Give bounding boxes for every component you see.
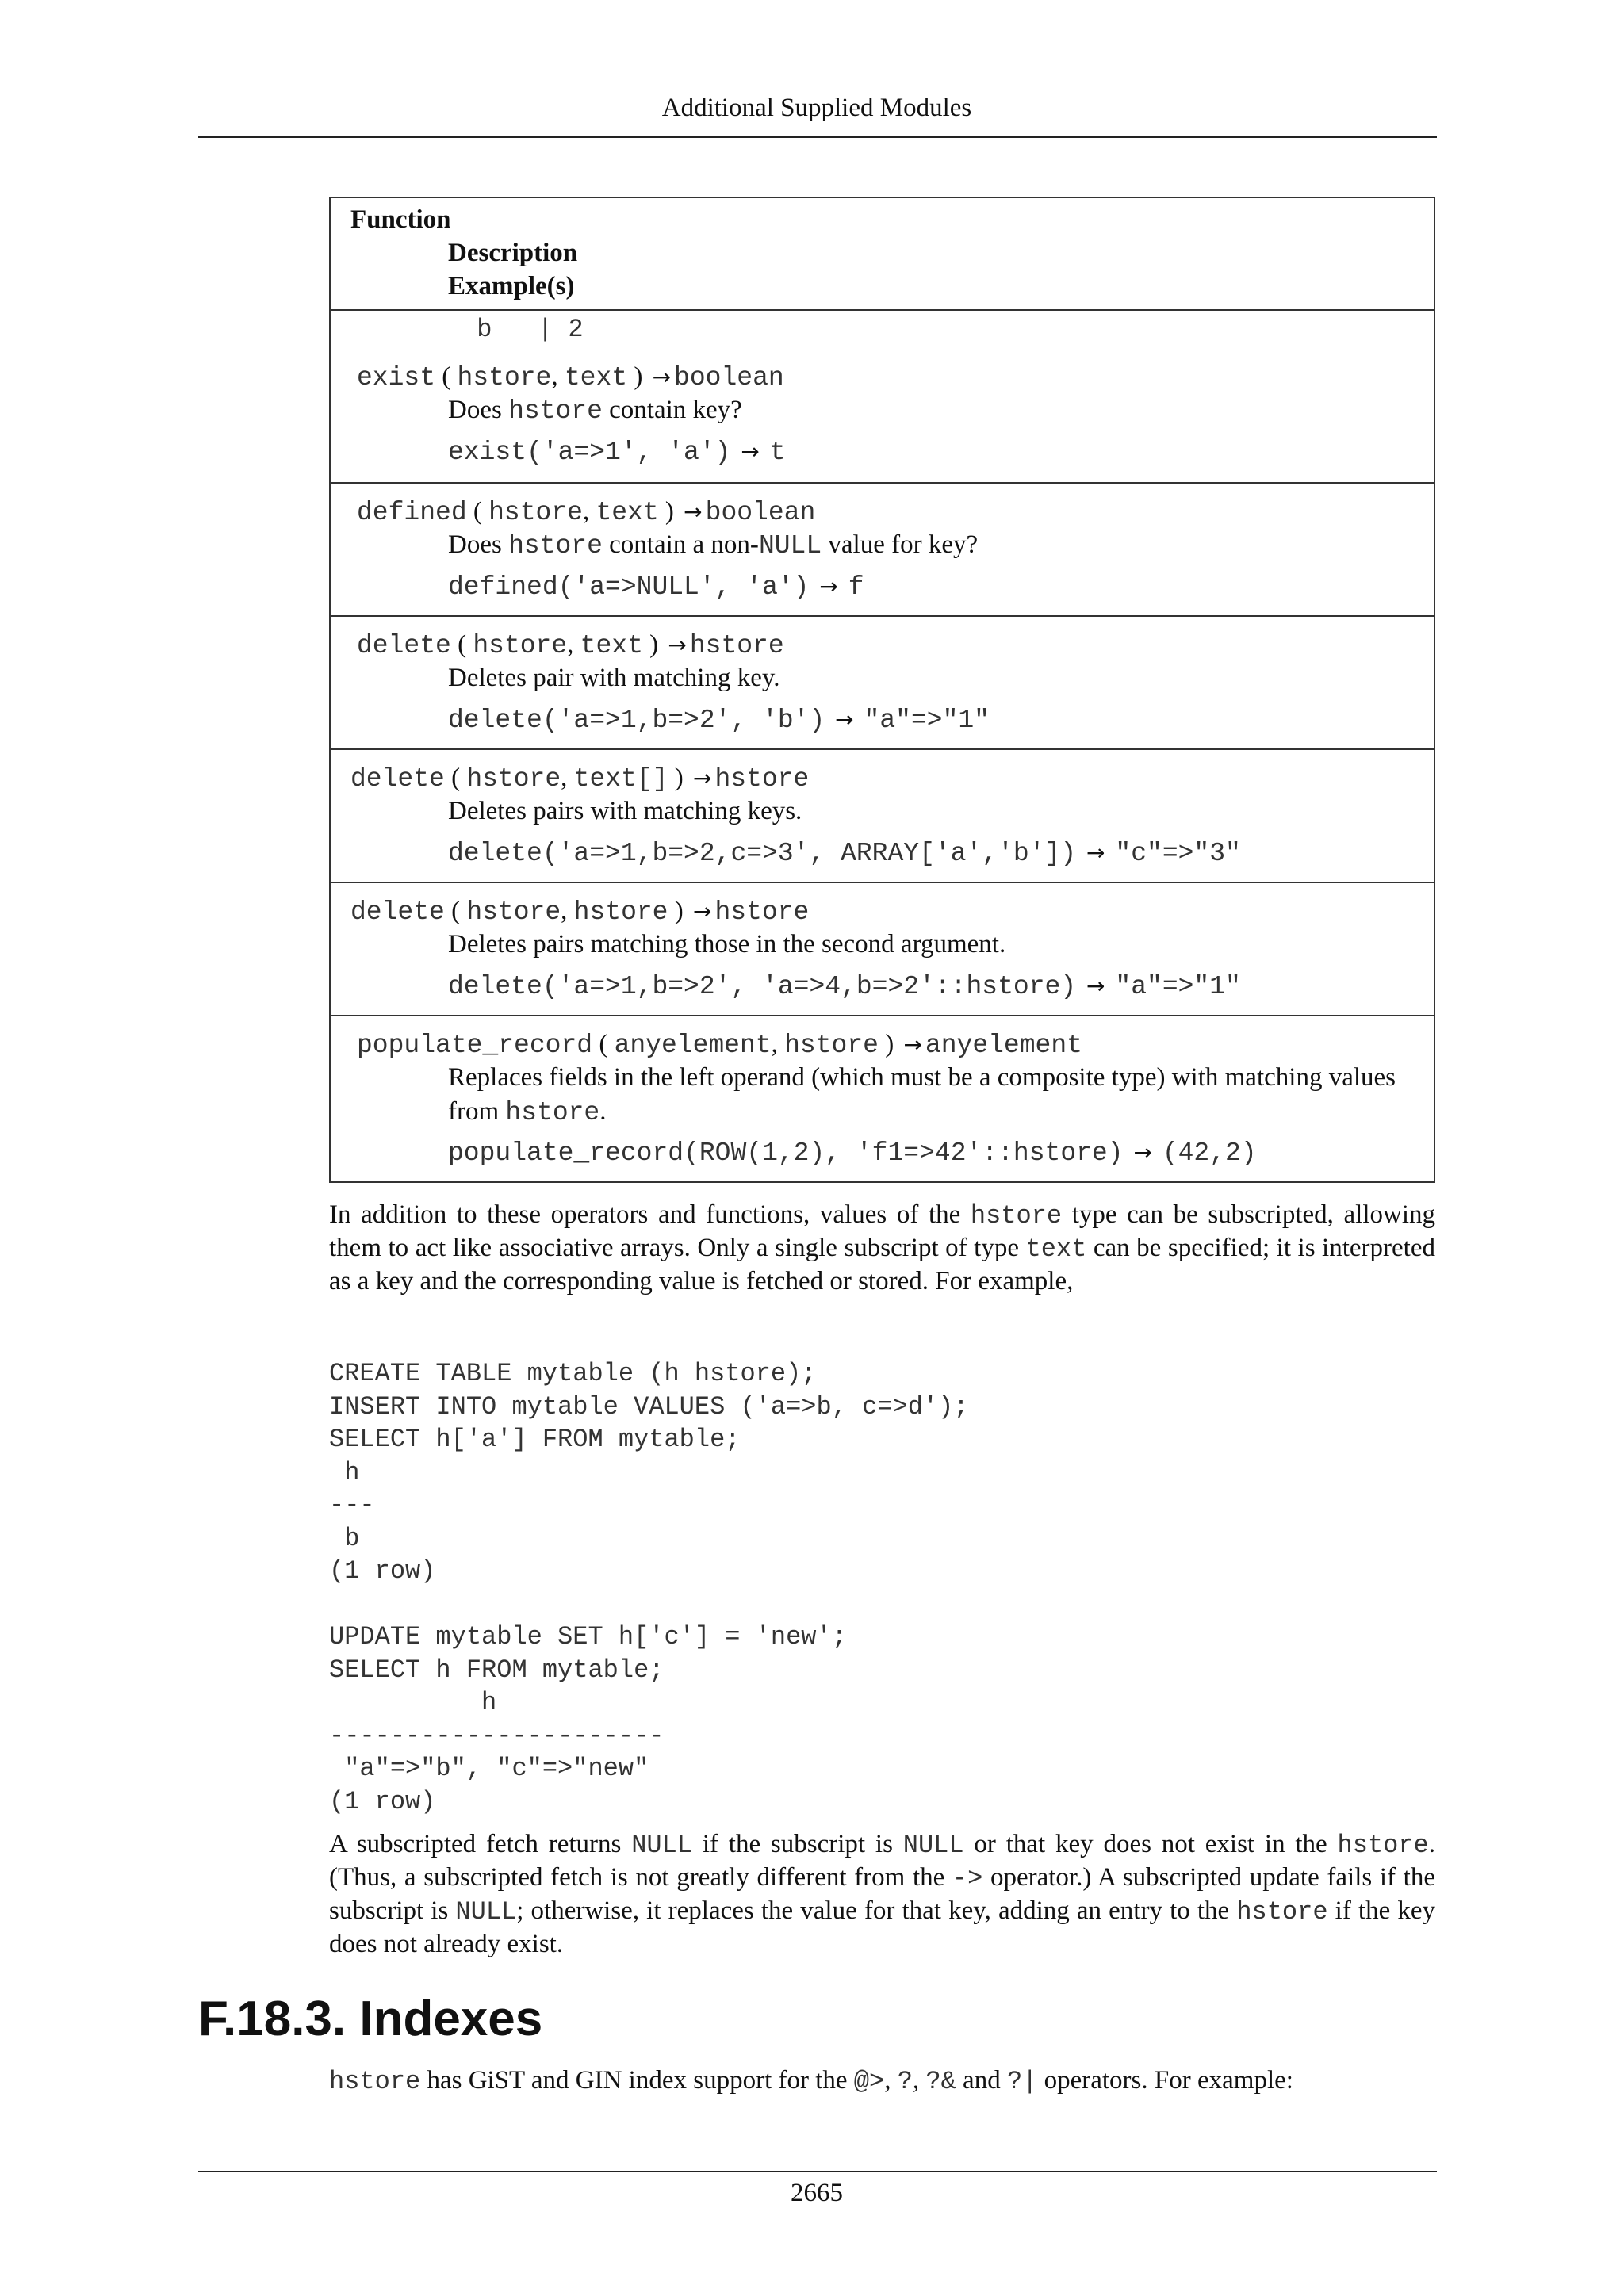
description-text: Does [448,530,509,559]
arrow-icon: → [692,898,712,924]
function-description [448,393,1408,428]
return-type: hstore [714,897,810,927]
para2-text: if the key does not already exist. [329,1896,1436,1958]
example-result: (42,2) [1162,1138,1257,1168]
para3-code: @> [853,2067,885,2096]
para3-code: ?| [1006,2067,1038,2096]
paren-open: ( [466,497,489,526]
table-continuation-row [331,309,1434,349]
arg-type: text [596,498,659,527]
para2-code: NULL [631,1831,692,1860]
function-example [448,569,864,604]
function-description [448,928,1408,962]
function-example [448,434,786,469]
arrow-icon: → [828,706,861,733]
function-description [448,528,1408,563]
description-text: Deletes pairs with matching keys. [448,797,802,825]
arrow-icon: → [652,364,672,390]
return-type: boolean [705,498,816,527]
paren-close: ) [627,362,649,391]
return-type: hstore [714,764,810,794]
arg-type: hstore [784,1031,879,1060]
paragraph-subscript-fetch [329,1828,1435,1961]
arrow-icon: → [1079,973,1113,999]
example-result: t [769,438,786,467]
paren-open: ( [444,763,467,792]
table-row [331,882,1434,1015]
para2-code: NULL [455,1897,517,1927]
paren-close: ) [878,1030,901,1058]
running-header: Additional Supplied Modules [661,94,972,122]
arg-separator: , [561,897,574,925]
arg-type: hstore [466,897,561,927]
arrow-icon: → [1126,1139,1159,1165]
arg-type: anyelement [614,1031,772,1060]
arg-type: text[] [573,764,668,794]
para3-text: has GiST and GIN index support for the [420,2066,854,2095]
para2-text: . (Thus, a subscripted fetch is not greatly different from the [329,1830,1435,1892]
para2-text: ; otherwise, it replaces the value for that key, adding an entry to the [516,1896,1237,1925]
arrow-icon: → [812,573,845,599]
paragraph-subscripting [329,1199,1435,1298]
description-code: hstore [508,396,603,426]
header-function: Function [350,205,451,234]
example-call: defined('a=>NULL', 'a') [448,572,810,602]
paren-close: ) [668,763,690,792]
function-signature [357,1027,1082,1062]
para1-code: text [1025,1234,1087,1264]
para3-text: , [912,2066,926,2095]
arg-separator: , [771,1030,785,1058]
arg-type: hstore [457,363,552,392]
function-name: delete [350,897,445,927]
para2-text: operator.) A subscripted update fails if the subscript is [329,1863,1435,1925]
function-signature [357,495,815,530]
para3-code: hstore [329,2067,421,2096]
function-signature [350,761,809,796]
para3-code: ?& [925,2067,956,2096]
function-name: populate_record [357,1031,593,1060]
arg-type: text [580,631,643,660]
description-text: value for key? [822,530,979,559]
paragraph-indexes [329,2064,1435,2098]
para1-text: type can be subscripted, allowing them to act like associative arrays. Only a single subscript of type [329,1200,1435,1262]
example-result: f [848,572,864,602]
table-row [331,748,1434,882]
page-number: 2665 [791,2179,843,2207]
function-example [448,1135,1257,1170]
description-code: NULL [758,531,822,561]
header-examples: Example(s) [448,272,575,300]
function-signature [357,360,784,395]
return-type: hstore [689,631,784,660]
arg-separator: , [567,630,580,659]
para1-code: hstore [970,1201,1063,1230]
para2-code: NULL [902,1831,964,1860]
para3-text: , [884,2066,898,2095]
header-rule [198,136,1437,138]
arg-type: hstore [466,764,561,794]
table-entries [331,349,1434,1181]
example-call: exist('a=>1', 'a') [448,438,731,467]
paren-open: ( [444,897,467,925]
arg-separator: , [561,763,574,792]
description-text: Deletes pair with matching key. [448,664,780,692]
para2-code: -> [952,1864,983,1893]
function-description [448,1061,1408,1130]
description-text: Replaces fields in the left operand (which must be a composite type) with matching values from [448,1063,1396,1126]
example-call: delete('a=>1,b=>2', 'b') [448,706,825,735]
arg-separator: , [551,362,565,391]
function-name: delete [357,631,451,660]
para2-code: hstore [1337,1831,1429,1860]
continuation-text: b | 2 [462,315,584,344]
function-example [448,702,990,737]
function-signature [357,628,784,663]
arg-type: hstore [473,631,568,660]
description-text: contain a non- [602,530,759,559]
function-name: delete [350,764,445,794]
function-description [448,661,1408,695]
function-name: defined [357,498,467,527]
paren-close: ) [642,630,665,659]
para2-text: A subscripted fetch returns [329,1830,632,1858]
para2-text: if the subscript is [692,1830,903,1858]
para2-code: hstore [1236,1897,1328,1927]
footer-rule [198,2171,1437,2172]
arg-type: hstore [573,897,668,927]
description-text: Does [448,396,509,424]
example-result: "a"=>"1" [1115,972,1241,1001]
description-code: hstore [508,531,603,561]
paren-close: ) [658,497,681,526]
para2-text: or that key does not exist in the [963,1830,1338,1858]
arrow-icon: → [733,438,767,465]
function-table [329,197,1435,1183]
para3-text: and [956,2066,1007,2095]
example-call: populate_record(ROW(1,2), 'f1=>42'::hstore) [448,1138,1124,1168]
table-row [331,482,1434,615]
function-name: exist [357,363,436,392]
function-example [448,969,1241,1004]
return-type: anyelement [925,1031,1082,1060]
function-signature [350,894,809,929]
description-code: hstore [505,1098,600,1127]
arg-separator: , [582,497,596,526]
example-call: delete('a=>1,b=>2', 'a=>4,b=>2'::hstore) [448,972,1077,1001]
table-row [331,349,1434,482]
description-text: contain key? [602,396,742,424]
table-header [331,198,1434,309]
example-result: "c"=>"3" [1115,839,1241,868]
para3-text: operators. For example: [1037,2066,1293,2095]
arrow-icon: → [1079,840,1113,866]
example-result: "a"=>"1" [864,706,990,735]
paren-open: ( [592,1030,615,1058]
para1-text: In addition to these operators and functions, values of the [329,1200,971,1229]
arg-type: text [564,363,628,392]
table-row [331,1015,1434,1181]
example-call: delete('a=>1,b=>2,c=>3', ARRAY['a','b']) [448,839,1077,868]
paren-close: ) [668,897,690,925]
section-heading: F.18.3. Indexes [198,1992,543,2046]
arrow-icon: → [903,1031,922,1058]
code-example: CREATE TABLE mytable (h hstore); INSERT INTO mytable VALUES ('a=>b, c=>d'); SELECT h['a'] FROM mytable; h --- b (1 row) UPDATE mytable SET h['c'] = 'new'; SELECT h FROM mytable; h ---------------------- "a"=>"b", "c"=>"new" (1 row) [329,1359,969,1816]
description-text: Deletes pairs matching those in the second argument. [448,930,1006,959]
arrow-icon: → [668,632,687,658]
header-description: Description [448,239,578,267]
paren-open: ( [435,362,458,391]
para3-code: ? [897,2067,913,2096]
arg-type: hstore [488,498,583,527]
paren-open: ( [450,630,473,659]
table-row [331,615,1434,748]
description-text: . [599,1097,607,1126]
function-example [448,836,1241,871]
arrow-icon: → [692,765,712,791]
para1-text: can be specified; it is interpreted as a key and the corresponding value is fetched or stored. For example, [329,1234,1435,1295]
function-description [448,794,1408,828]
arrow-icon: → [684,499,703,525]
return-type: boolean [674,363,784,392]
